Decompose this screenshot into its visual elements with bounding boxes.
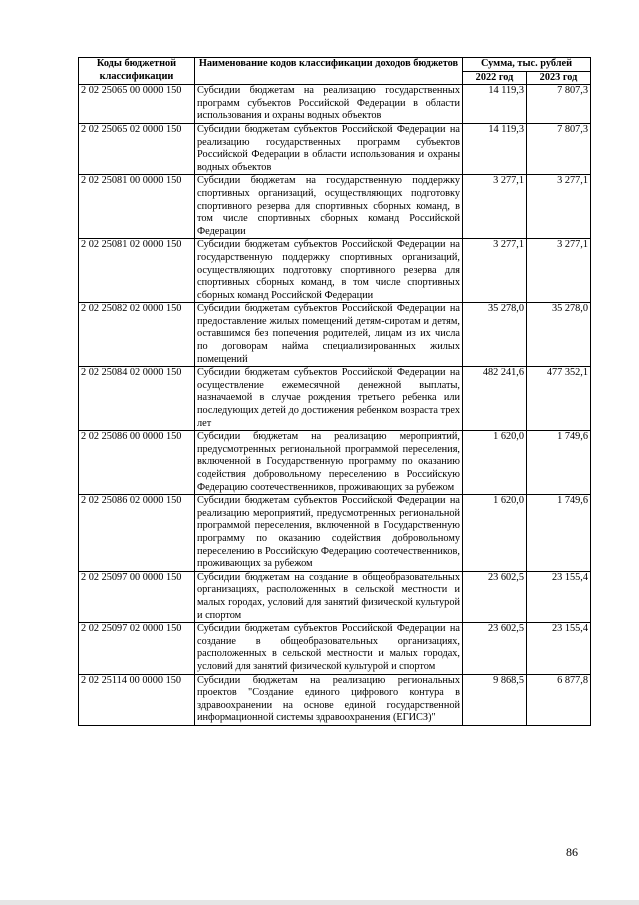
name-cell: Субсидии бюджетам субъектов Российской Федерации на реализацию мероприятий, предусмотренных региональной программой переселения, включенной в Государственную программу по оказанию содействия добровольному переселению в Российскую Федерацию соотечественников, проживающих за рубежом — [195, 495, 463, 572]
header-year-2023: 2023 год — [527, 71, 591, 85]
amount-2022-cell: 3 277,1 — [463, 239, 527, 303]
amount-2022-cell: 9 868,5 — [463, 674, 527, 725]
name-cell: Субсидии бюджетам на реализацию мероприятий, предусмотренных региональной программой переселения, включенной в Государственную программу по оказанию содействия добровольному переселению в Российскую Федерацию соотечественников, проживающих за рубежом — [195, 431, 463, 495]
amount-2022-cell: 3 277,1 — [463, 175, 527, 239]
amount-2023-cell: 23 155,4 — [527, 571, 591, 622]
amount-2022-cell: 23 602,5 — [463, 623, 527, 674]
header-name: Наименование кодов классификации доходов бюджетов — [195, 58, 463, 85]
amount-2023-cell: 3 277,1 — [527, 175, 591, 239]
table-row — [79, 571, 591, 622]
amount-2023-cell: 35 278,0 — [527, 303, 591, 367]
table-row — [79, 85, 591, 124]
name-cell: Субсидии бюджетам на создание в общеобразовательных организациях, расположенных в сельской местности и малых городах, условий для занятий физической культурой и спортом — [195, 571, 463, 622]
amount-2023-cell: 7 807,3 — [527, 85, 591, 124]
scan-edge — [0, 900, 639, 905]
code-cell: 2 02 25081 02 0000 150 — [79, 239, 195, 303]
amount-2022-cell: 14 119,3 — [463, 123, 527, 174]
amount-2023-cell: 1 749,6 — [527, 495, 591, 572]
header-sum: Сумма, тыс. рублей — [463, 58, 591, 72]
name-cell: Субсидии бюджетам на государственную поддержку спортивных организаций, осуществляющих подготовку спортивного резерва для спортивных сборных команд, в том числе спортивных сборных команд Российской Федерации — [195, 175, 463, 239]
name-cell: Субсидии бюджетам субъектов Российской Федерации на государственную поддержку спортивных организаций, осуществляющих подготовку спортивного резерва для спортивных сборных команд, в том числе спортивных сборных команд Российской Федерации — [195, 239, 463, 303]
name-cell: Субсидии бюджетам субъектов Российской Федерации на реализацию государственных программ субъектов Российской Федерации в области использования и охраны водных объектов — [195, 123, 463, 174]
amount-2023-cell: 477 352,1 — [527, 367, 591, 431]
code-cell: 2 02 25084 02 0000 150 — [79, 367, 195, 431]
header-year-2022: 2022 год — [463, 71, 527, 85]
table-row — [79, 674, 591, 725]
table-row — [79, 303, 591, 367]
page-number: 86 — [566, 845, 578, 859]
code-cell: 2 02 25065 02 0000 150 — [79, 123, 195, 174]
header-codes: Коды бюджетной классификации — [79, 58, 195, 85]
table-row — [79, 175, 591, 239]
code-cell: 2 02 25097 02 0000 150 — [79, 623, 195, 674]
amount-2022-cell: 1 620,0 — [463, 495, 527, 572]
table-row — [79, 623, 591, 674]
code-cell: 2 02 25082 02 0000 150 — [79, 303, 195, 367]
code-cell: 2 02 25086 00 0000 150 — [79, 431, 195, 495]
amount-2022-cell: 23 602,5 — [463, 571, 527, 622]
table-row — [79, 431, 591, 495]
budget-table — [78, 57, 591, 726]
table-row — [79, 239, 591, 303]
name-cell: Субсидии бюджетам субъектов Российской Федерации на осуществление ежемесячной денежной выплаты, назначаемой в случае рождения третьего ребенка или последующих детей до достижения ребенком возраста трех лет — [195, 367, 463, 431]
name-cell: Субсидии бюджетам на реализацию государственных программ субъектов Российской Федерации в области использования и охраны водных объектов — [195, 85, 463, 124]
code-cell: 2 02 25065 00 0000 150 — [79, 85, 195, 124]
amount-2023-cell: 3 277,1 — [527, 239, 591, 303]
code-cell: 2 02 25081 00 0000 150 — [79, 175, 195, 239]
table-row — [79, 367, 591, 431]
name-cell: Субсидии бюджетам субъектов Российской Федерации на предоставление жилых помещений детям-сиротам и детям, оставшимся без попечения родителей, лицам из их числа по договорам найма специализированных жилых помещений — [195, 303, 463, 367]
code-cell: 2 02 25097 00 0000 150 — [79, 571, 195, 622]
amount-2023-cell: 6 877,8 — [527, 674, 591, 725]
code-cell: 2 02 25114 00 0000 150 — [79, 674, 195, 725]
amount-2023-cell: 1 749,6 — [527, 431, 591, 495]
table-body — [79, 85, 591, 726]
table-header — [79, 58, 591, 85]
amount-2022-cell: 14 119,3 — [463, 85, 527, 124]
name-cell: Субсидии бюджетам субъектов Российской Федерации на создание в общеобразовательных организациях, расположенных в сельской местности и малых городах, условий для занятий физической культурой и спортом — [195, 623, 463, 674]
name-cell: Субсидии бюджетам на реализацию региональных проектов "Создание единого цифрового контура в здравоохранении на основе единой государственной информационной системы здравоохранения (ЕГИСЗ)" — [195, 674, 463, 725]
code-cell: 2 02 25086 02 0000 150 — [79, 495, 195, 572]
amount-2023-cell: 23 155,4 — [527, 623, 591, 674]
amount-2023-cell: 7 807,3 — [527, 123, 591, 174]
table-row — [79, 495, 591, 572]
amount-2022-cell: 35 278,0 — [463, 303, 527, 367]
table-row — [79, 123, 591, 174]
amount-2022-cell: 482 241,6 — [463, 367, 527, 431]
amount-2022-cell: 1 620,0 — [463, 431, 527, 495]
